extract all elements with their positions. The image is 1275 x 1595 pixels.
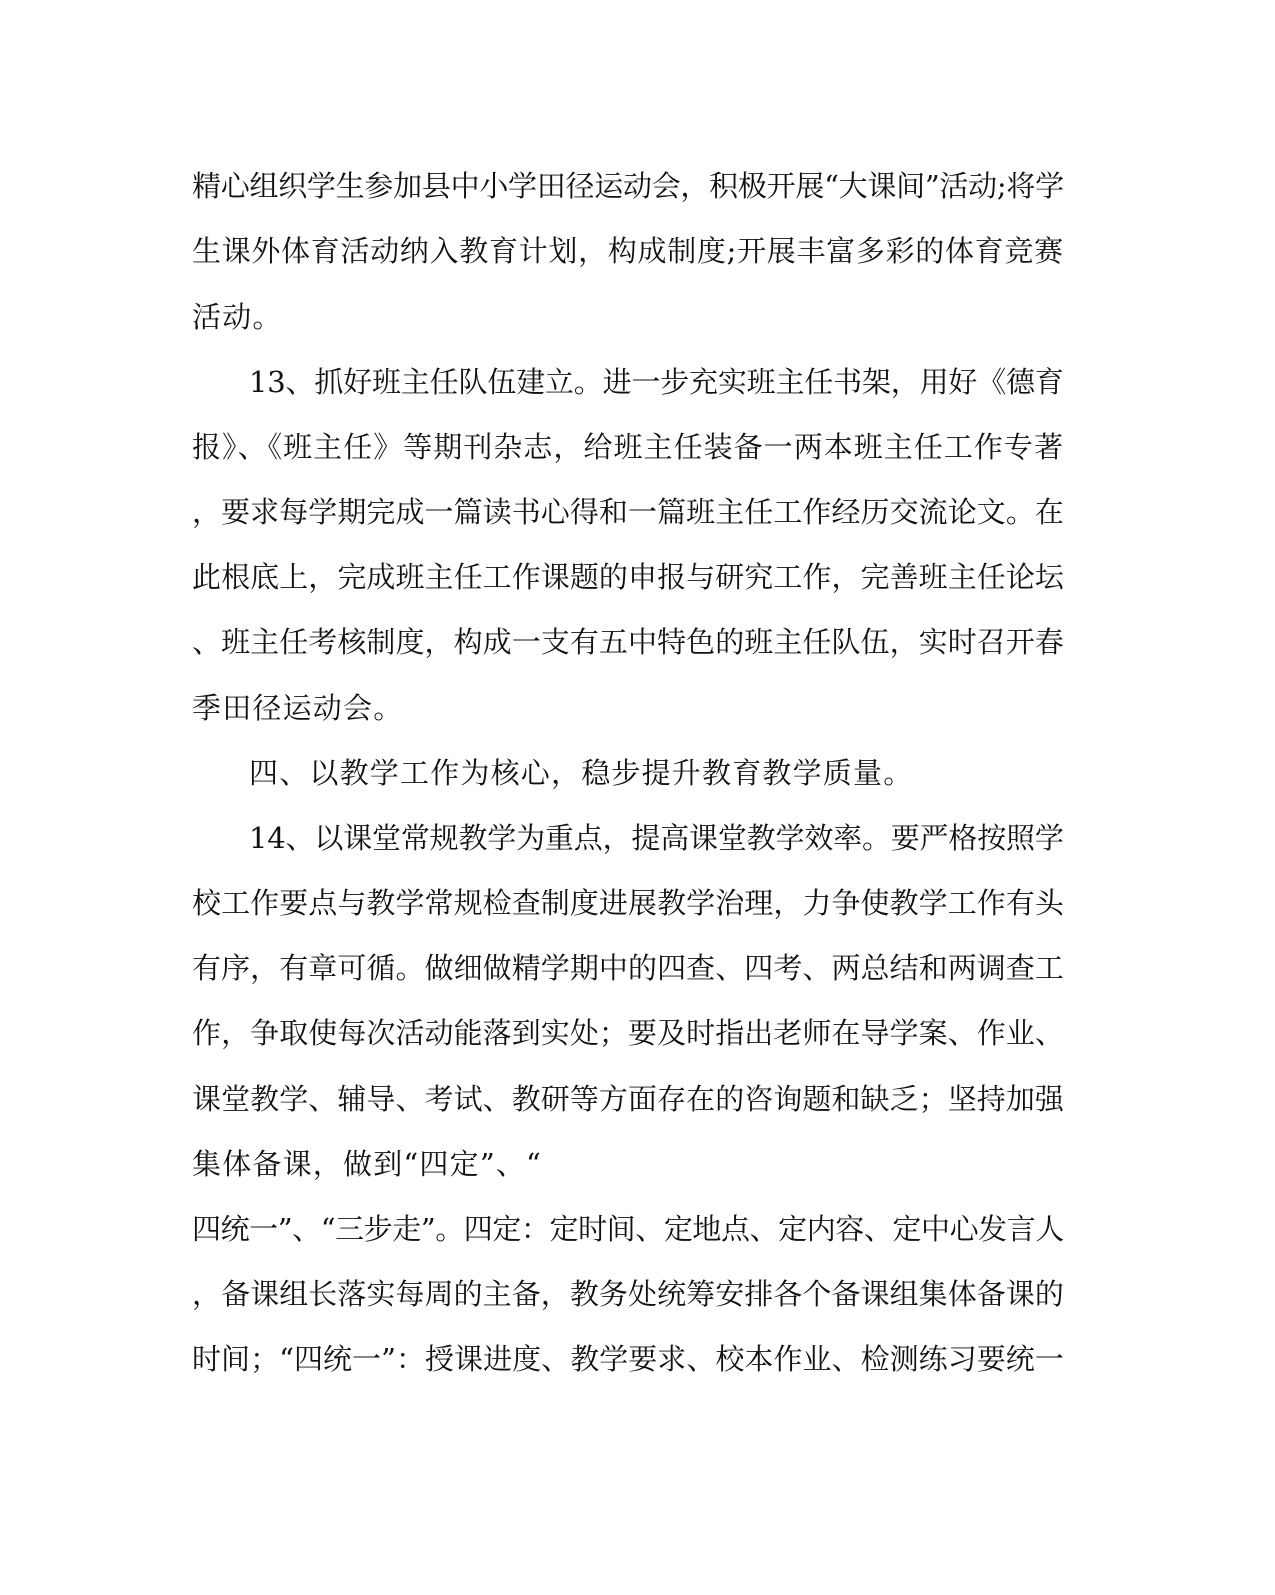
text-line: 有序，有章可循。做细做精学期中的四查、四考、两总结和两调查工 — [192, 951, 1065, 985]
section-heading: 四、以教学工作为核心，稳步提升教育教学质量。 — [249, 756, 914, 790]
text-line: 季田径运动会。 — [192, 691, 404, 725]
text-line: 14、以课堂常规教学为重点，提高课堂教学效率。要严格按照学 — [249, 821, 1064, 855]
text-line: 生课外体育活动纳入教育计划，构成制度;开展丰富多彩的体育竞赛 — [192, 234, 1064, 268]
text-line: 、班主任考核制度，构成一支有五中特色的班主任队伍，实时召开春 — [192, 625, 1065, 659]
text-line: ，备课组长落实每周的主备，教务处统筹安排各个备课组集体备课的 — [192, 1277, 1065, 1311]
text-line: 四统一”、“三步走”。四定：定时间、定地点、定内容、定中心发言人 — [192, 1212, 1064, 1246]
text-line: 课堂教学、辅导、考试、教研等方面存在的咨询题和缺乏；坚持加强 — [192, 1082, 1065, 1116]
text-line: 活动。 — [192, 300, 283, 334]
text-line: 时间；“四统一”：授课进度、教学要求、校本作业、检测练习要统一 — [192, 1342, 1064, 1376]
text-line: 此根底上，完成班主任工作课题的申报与研究工作，完善班主任论坛 — [192, 560, 1065, 594]
text-line: 集体备课，做到“四定”、“ — [192, 1147, 543, 1181]
text-line: ，要求每学期完成一篇读书心得和一篇班主任工作经历交流论文。在 — [192, 495, 1065, 529]
text-line: 校工作要点与教学常规检查制度进展教学治理，力争使教学工作有头 — [192, 886, 1065, 920]
text-line: 精心组织学生参加县中小学田径运动会，积极开展“大课间”活动;将学 — [192, 169, 1064, 203]
text-line: 13、抓好班主任队伍建立。进一步充实班主任书架，用好《德育 — [249, 365, 1064, 399]
text-line: 报》、《班主任》等期刊杂志，给班主任装备一两本班主任工作专著 — [192, 430, 1065, 464]
text-line: 作，争取使每次活动能落到实处；要及时指出老师在导学案、作业、 — [192, 1016, 1065, 1050]
